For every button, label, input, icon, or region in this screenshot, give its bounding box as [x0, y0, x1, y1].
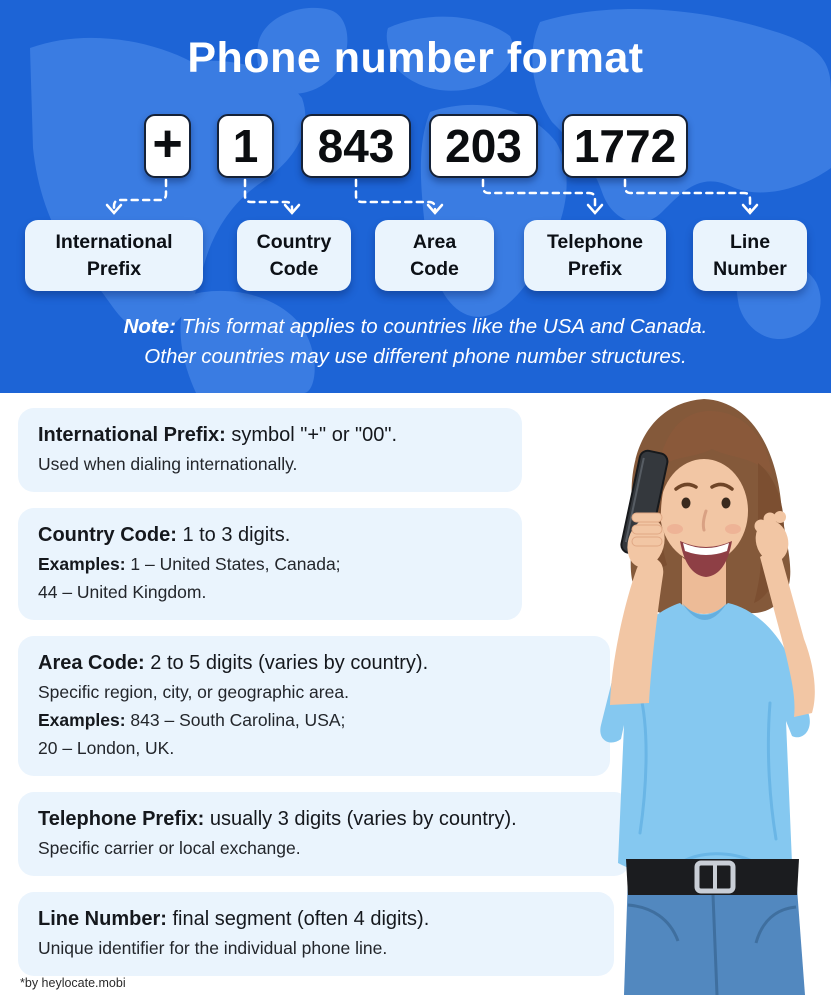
segment-label-area-code: Area Code: [375, 220, 494, 291]
card-text: Examples: 1 – United States, Canada;: [38, 554, 341, 574]
segment-label-country-code: Country Code: [237, 220, 351, 291]
card-text: 44 – United Kingdom.: [38, 582, 207, 602]
card-telephone-prefix: [18, 792, 630, 876]
card-text: Unique identifier for the individual phone line.: [38, 938, 388, 958]
card-country-code: [18, 508, 522, 620]
segment-box-plus: +: [144, 114, 191, 178]
card-area-code: [18, 636, 610, 776]
segment-box-country: 1: [217, 114, 274, 178]
note-label: Note:: [123, 315, 176, 338]
hero-section: [0, 0, 831, 393]
credit-text: *by heylocate.mobi: [20, 976, 126, 990]
segment-label-line-number: Line Number: [693, 220, 807, 291]
card-title: Country Code: 1 to 3 digits.: [38, 524, 291, 546]
card-text: Examples: 843 – South Carolina, USA;: [38, 710, 346, 730]
card-text: Specific carrier or local exchange.: [38, 838, 301, 858]
card-title: Telephone Prefix: usually 3 digits (varies by country).: [38, 808, 517, 830]
segment-box-line: 1772: [562, 114, 688, 178]
card-line-number: [18, 892, 614, 976]
card-title: Line Number: final segment (often 4 digits).: [38, 908, 430, 930]
card-title: International Prefix: symbol "+" or "00".: [38, 424, 398, 446]
segment-box-prefix: 203: [429, 114, 538, 178]
card-text: Specific region, city, or geographic area.: [38, 682, 349, 702]
card-text: 20 – London, UK.: [38, 738, 175, 758]
page-title: Phone number format: [187, 34, 644, 82]
details-section: [0, 393, 831, 1000]
card-international-prefix: [18, 408, 522, 492]
card-title: Area Code: 2 to 5 digits (varies by country).: [38, 652, 429, 674]
smiling-woman-on-phone-illustration: [580, 393, 831, 995]
segment-box-area: 843: [301, 114, 411, 178]
segment-label-international-prefix: International Prefix: [25, 220, 203, 291]
segment-label-telephone-prefix: Telephone Prefix: [524, 220, 666, 291]
hero-note: Note: This format applies to countries like the USA and Canada. Other countries may use different phone number structures.: [123, 315, 708, 368]
card-text: Used when dialing internationally.: [38, 454, 298, 474]
